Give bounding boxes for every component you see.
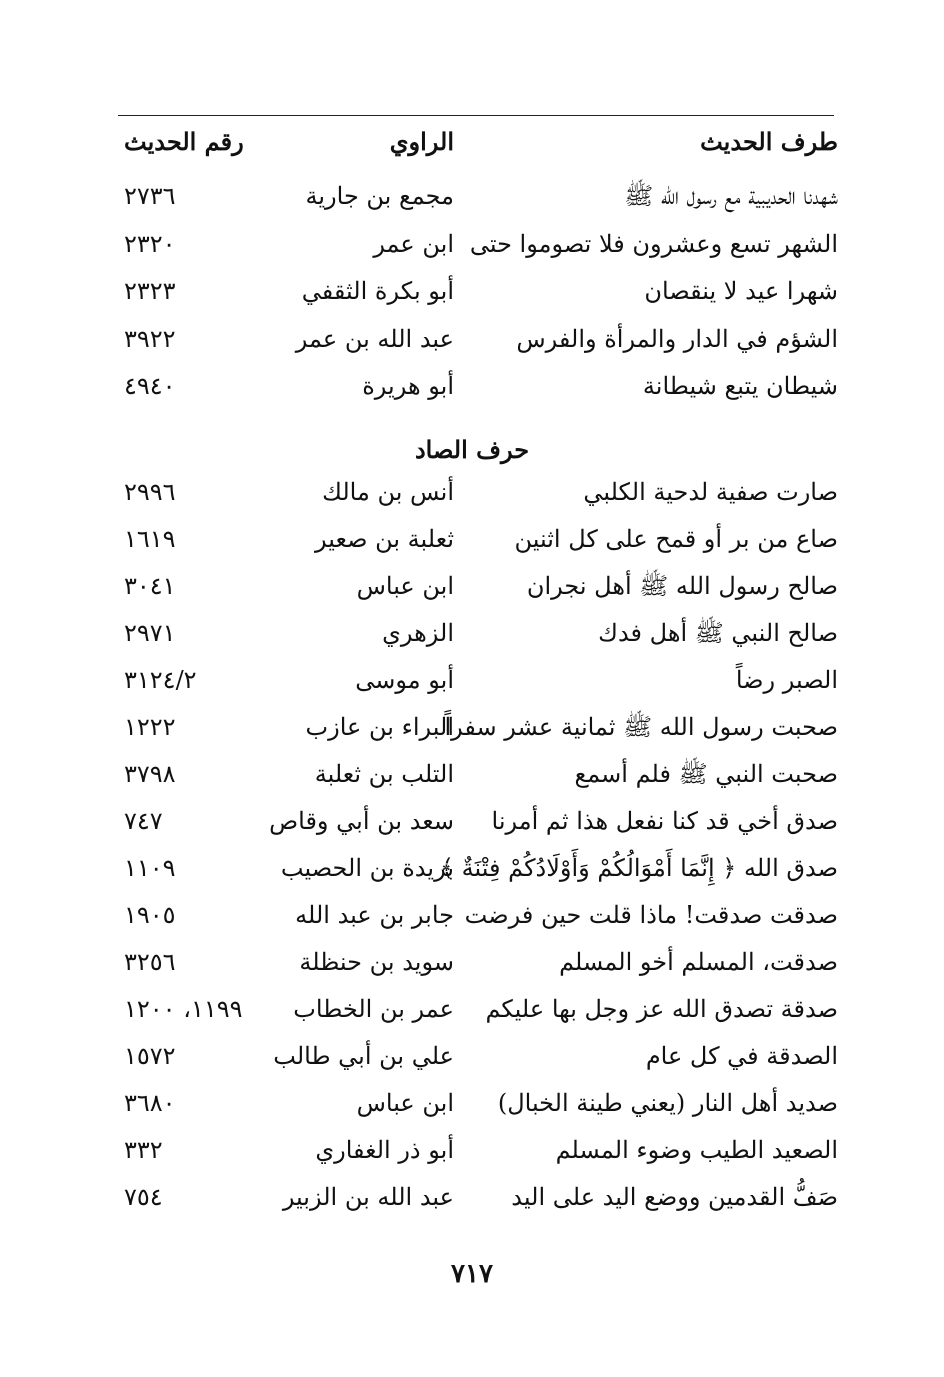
row-hadith: صحبت النبي ﷺ فلم أسمع: [574, 760, 838, 788]
row-narrator: ابن عمر: [373, 229, 454, 258]
table-row: [118, 1034, 838, 1078]
row-hadith: الشؤم في الدار والمرأة والفرس: [516, 324, 838, 353]
table-row: [118, 940, 838, 984]
row-hadith: صدقة تصدق الله عز وجل بها عليكم: [485, 995, 838, 1023]
row-number: ٢٩٧١: [124, 619, 176, 647]
row-number: ٧٤٧: [124, 807, 163, 835]
table-row: [118, 987, 838, 1031]
table-row: [118, 846, 838, 890]
row-number: ٣٧٩٨: [124, 760, 176, 788]
table-row: [118, 893, 838, 937]
row-hadith: صدق الله ﴿ إِنَّمَا أَمْوَالُكُمْ وَأَوْلَادُكُمْ فِتْنَةٌ ﴾: [439, 854, 838, 882]
row-number: ١٢٢٢: [124, 713, 176, 741]
row-number: ١١٩٩، ١٢٠٠: [124, 995, 243, 1023]
top-rule: [118, 115, 834, 116]
header-narrator: الراوي: [389, 127, 454, 156]
row-hadith: صدقت، المسلم أخو المسلم: [559, 948, 838, 976]
table-row: [118, 799, 838, 843]
row-number: ٢٣٢٠: [124, 229, 176, 258]
row-number: ٣١٢٤/٢: [124, 666, 197, 694]
row-narrator: ابن عباس: [356, 1089, 454, 1117]
row-hadith: الصدقة في كل عام: [645, 1042, 838, 1070]
table-row: [118, 222, 838, 266]
table-row: [118, 174, 838, 218]
table-row: [118, 752, 838, 796]
table-row: [118, 517, 838, 561]
row-narrator: بريدة بن الحصيب: [280, 854, 454, 882]
row-number: ٤٩٤٠: [124, 372, 176, 400]
table-row: [118, 364, 838, 408]
row-narrator: عبد الله بن الزبير: [282, 1183, 454, 1211]
row-narrator: سويد بن حنظلة: [299, 948, 454, 976]
row-narrator: التلب بن ثعلبة: [314, 760, 454, 788]
row-hadith: شهرا عيد لا ينقصان: [644, 277, 838, 305]
row-narrator: أبو موسى: [355, 666, 454, 694]
row-narrator: أبو هريرة: [362, 372, 454, 400]
row-narrator: ابن عباس: [356, 572, 454, 600]
row-narrator: الزهري: [382, 619, 454, 647]
row-narrator: عمر بن الخطاب: [293, 995, 454, 1023]
row-hadith: الصعيد الطيب وضوء المسلم: [555, 1136, 838, 1164]
table-row: [118, 1081, 838, 1125]
row-hadith: صالح النبي ﷺ أهل فدك: [598, 619, 838, 647]
row-hadith: صدقت صدقت! ماذا قلت حين فرضت: [464, 901, 838, 929]
table-row: [118, 564, 838, 608]
row-number: ٣٩٢٢: [124, 324, 176, 353]
row-number: ٣٦٨٠: [124, 1089, 176, 1117]
row-hadith: صاع من بر أو قمح على كل اثنين: [514, 525, 838, 553]
row-hadith: صدق أخي قد كنا نفعل هذا ثم أمرنا: [491, 807, 838, 835]
row-number: ٣٢٥٦: [124, 948, 176, 976]
row-narrator: البراء بن عازب: [305, 713, 454, 741]
row-number: ١٥٧٢: [124, 1042, 176, 1070]
row-number: ١٩٠٥: [124, 901, 176, 929]
table-header: [118, 120, 838, 164]
row-narrator: مجمع بن جارية: [305, 182, 454, 210]
table-row: [118, 1175, 838, 1219]
row-hadith: صحبت رسول الله ﷺ ثمانية عشر سفراً: [444, 713, 838, 741]
row-hadith: شهدنا الحديبية مع رسول الله ﷺ: [624, 182, 838, 210]
row-hadith: الشهر تسع وعشرون فلا تصوموا حتى: [469, 229, 838, 258]
row-number: ٢٣٢٣: [124, 277, 176, 305]
row-number: ٣٠٤١: [124, 572, 176, 600]
row-narrator: علي بن أبي طالب: [273, 1042, 454, 1070]
header-number: رقم الحديث: [124, 127, 244, 156]
row-narrator: عبد الله بن عمر: [295, 324, 454, 353]
row-narrator: سعد بن أبي وقاص: [269, 807, 454, 835]
header-hadith: طرف الحديث: [700, 127, 838, 156]
table-row: [118, 658, 838, 702]
row-hadith: صارت صفية لدحية الكلبي: [583, 478, 838, 506]
row-narrator: أنس بن مالك: [322, 478, 454, 506]
row-hadith: الصبر رضاً: [735, 666, 838, 694]
row-narrator: أبو ذر الغفاري: [315, 1136, 454, 1164]
row-hadith: صالح رسول الله ﷺ أهل نجران: [526, 572, 838, 600]
page-number: ٧١٧: [451, 1259, 493, 1289]
row-narrator: ثعلبة بن صعير: [315, 525, 454, 553]
row-number: ٢٩٩٦: [124, 478, 176, 506]
row-number: ١١٠٩: [124, 854, 176, 882]
row-narrator: أبو بكرة الثقفي: [301, 277, 454, 305]
table-row: [118, 1128, 838, 1172]
table-row: [118, 705, 838, 749]
row-number: ٢٧٣٦: [124, 182, 176, 210]
row-hadith: صديد أهل النار (يعني طينة الخبال): [497, 1089, 838, 1117]
row-number: ١٦١٩: [124, 525, 176, 553]
table-row: [118, 470, 838, 514]
table-row: [118, 611, 838, 655]
row-number: ٣٣٢: [124, 1136, 163, 1164]
table-row: [118, 269, 838, 313]
row-hadith: صَفُّ القدمين ووضع اليد على اليد: [511, 1183, 838, 1211]
row-hadith: شيطان يتبع شيطانة: [642, 372, 838, 400]
row-narrator: جابر بن عبد الله: [295, 901, 454, 929]
section-title: حرف الصاد: [414, 435, 530, 464]
row-number: ٧٥٤: [124, 1183, 163, 1211]
table-row: [118, 317, 838, 361]
